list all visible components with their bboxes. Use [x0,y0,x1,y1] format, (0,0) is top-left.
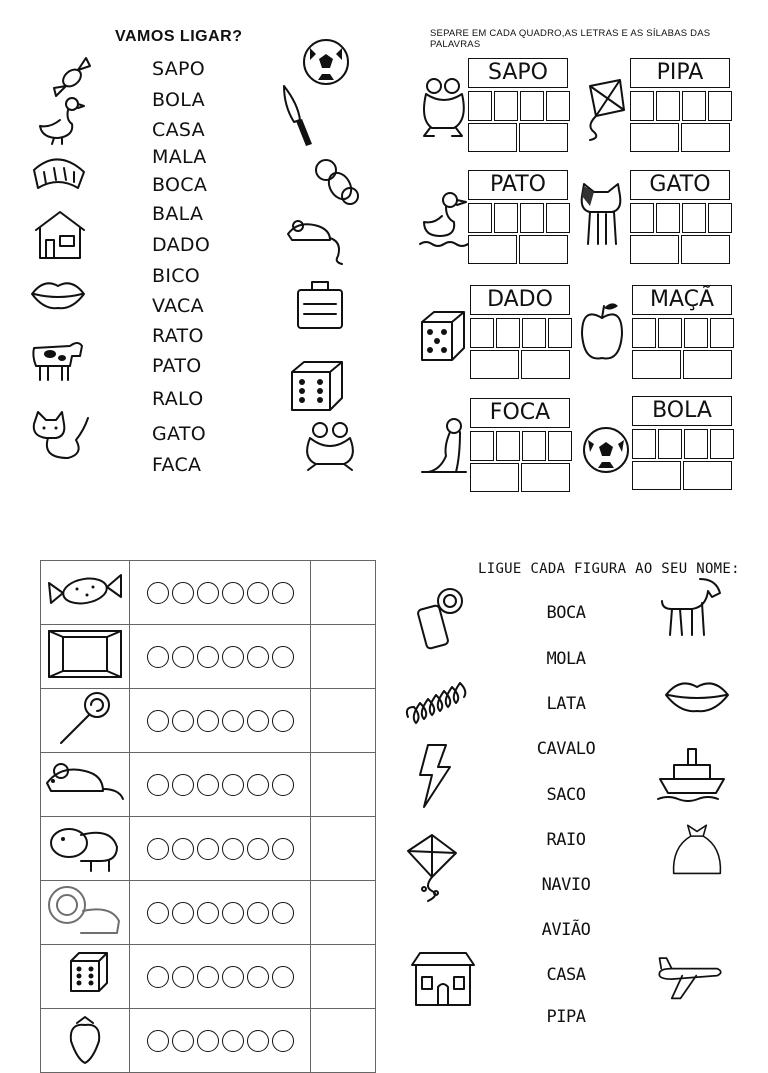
cow-icon [26,326,86,386]
table-row [41,1009,376,1073]
word-card-bola [632,396,732,490]
syllable-boxes[interactable] [630,123,730,152]
word-item: SACO [546,785,586,805]
kite-icon [580,76,628,140]
table-row [41,945,376,1009]
frog-icon [420,76,468,140]
letter-circles[interactable] [130,710,310,732]
word-item: BOLA [152,89,205,111]
word-item: LATA [546,694,586,714]
dice-icon [418,308,466,372]
frog-icon [300,414,360,474]
airplane-icon [656,945,726,1015]
letter-boxes[interactable] [632,318,734,348]
can-icon [408,585,478,655]
word-item: CASA [152,119,205,141]
word-item: AVIÃO [541,920,591,940]
letter-boxes[interactable] [630,91,732,121]
syllable-boxes[interactable] [470,463,570,492]
spring-icon [402,667,472,737]
knife-icon [276,84,336,144]
suitcase-icon [292,274,352,334]
word-card-gato [630,170,730,264]
cat-icon [28,404,88,464]
word-item: CAVALO [536,739,596,759]
table-row [41,561,376,625]
syllable-boxes[interactable] [468,123,568,152]
panel-ligue-figura [398,555,743,1027]
table-row [41,753,376,817]
lollipop-icon [41,689,129,747]
word-card-maca [632,285,732,379]
sack-icon [662,819,732,889]
horse-icon [658,573,728,643]
duck-icon [32,90,92,150]
word-item: BOCA [152,174,208,196]
letter-circles[interactable] [130,1030,310,1052]
card-word: SAPO [468,58,568,88]
word-card-foca [470,398,570,492]
card-word: FOCA [470,398,570,428]
letter-circles[interactable] [130,582,310,604]
syllable-boxes[interactable] [630,235,730,264]
word-item: RATO [152,325,204,347]
dice-icon [286,354,346,414]
card-word: PIPA [630,58,730,88]
table-row [41,881,376,945]
letter-boxes[interactable] [632,429,734,459]
table-row [41,625,376,689]
lips-icon [662,661,732,731]
word-item: PIPA [546,1007,586,1027]
letter-boxes[interactable] [468,91,570,121]
letter-boxes[interactable] [468,203,570,233]
circles-table [40,560,376,1073]
word-card-sapo [468,58,568,152]
letter-boxes[interactable] [630,203,732,233]
syllable-boxes[interactable] [468,235,568,264]
word-item: MALA [152,146,207,168]
lips-icon [28,264,88,324]
word-item: VACA [152,295,204,317]
card-word: BOLA [632,396,732,426]
word-item: FACA [152,454,202,476]
syllable-boxes[interactable] [632,350,732,379]
soccer-ball-icon [296,32,356,92]
letter-circles[interactable] [130,966,310,988]
word-item: BALA [152,203,204,225]
word-item: DADO [152,234,211,256]
card-word: DADO [470,285,570,315]
answer-cell[interactable] [311,753,376,817]
word-item: CASA [546,965,586,985]
letter-circles[interactable] [130,774,310,796]
word-item: BICO [152,265,201,287]
house-icon [408,943,478,1013]
instruction-text: SEPARE EM CADA QUADRO,AS LETRAS E AS SÍLABAS DAS PALAVRAS [430,28,711,50]
panel-letter-circles [40,560,376,1024]
candy-icon [41,561,129,619]
panel-separe [412,20,740,500]
mouse-icon [41,753,129,811]
dice-icon [41,945,129,1003]
word-card-pato [468,170,568,264]
card-word: MAÇÃ [632,285,732,315]
word-card-pipa [630,58,730,152]
table-row [41,817,376,881]
answer-cell[interactable] [311,945,376,1009]
word-item: GATO [152,423,207,445]
letter-circles[interactable] [130,646,310,668]
strawberry-icon [41,1009,129,1067]
answer-cell[interactable] [311,561,376,625]
answer-cell[interactable] [311,689,376,753]
syllable-boxes[interactable] [632,461,732,490]
letter-boxes[interactable] [470,431,572,461]
word-item: MOLA [546,649,586,669]
card-word: GATO [630,170,730,200]
seal-icon [420,416,468,480]
letter-boxes[interactable] [470,318,572,348]
word-item: NAVIO [541,875,591,895]
word-item: BOCA [546,603,586,623]
duck-icon [420,190,468,254]
bread-icon [28,148,88,208]
word-item: SAPO [152,58,206,80]
answer-cell[interactable] [311,625,376,689]
answer-cell[interactable] [311,817,376,881]
lightning-icon [410,741,480,811]
panel-title: VAMOS LIGAR? [115,28,243,45]
house-icon [30,206,90,266]
instruction-text: LIGUE CADA FIGURA AO SEU NOME: [478,561,740,577]
word-card-dado [470,285,570,379]
card-word: PATO [468,170,568,200]
kite-icon [402,831,472,901]
window-icon [41,625,129,683]
word-item: RALO [152,388,204,410]
apple-icon [578,300,626,364]
ship-icon [658,735,728,805]
letter-circles[interactable] [130,838,310,860]
word-item: PATO [152,355,202,377]
cat-icon [578,182,626,246]
answer-cell[interactable] [311,1009,376,1073]
word-item: RAIO [546,830,586,850]
syllable-boxes[interactable] [470,350,570,379]
lion-icon [41,881,129,939]
answer-cell[interactable] [311,881,376,945]
letter-circles[interactable] [130,902,310,924]
hippo-icon [41,817,129,875]
soccer-ball-icon [582,420,630,484]
table-row [41,689,376,753]
pacifier-icon [306,148,366,208]
mouse-icon [284,204,344,264]
panel-vamos-ligar [20,20,360,490]
